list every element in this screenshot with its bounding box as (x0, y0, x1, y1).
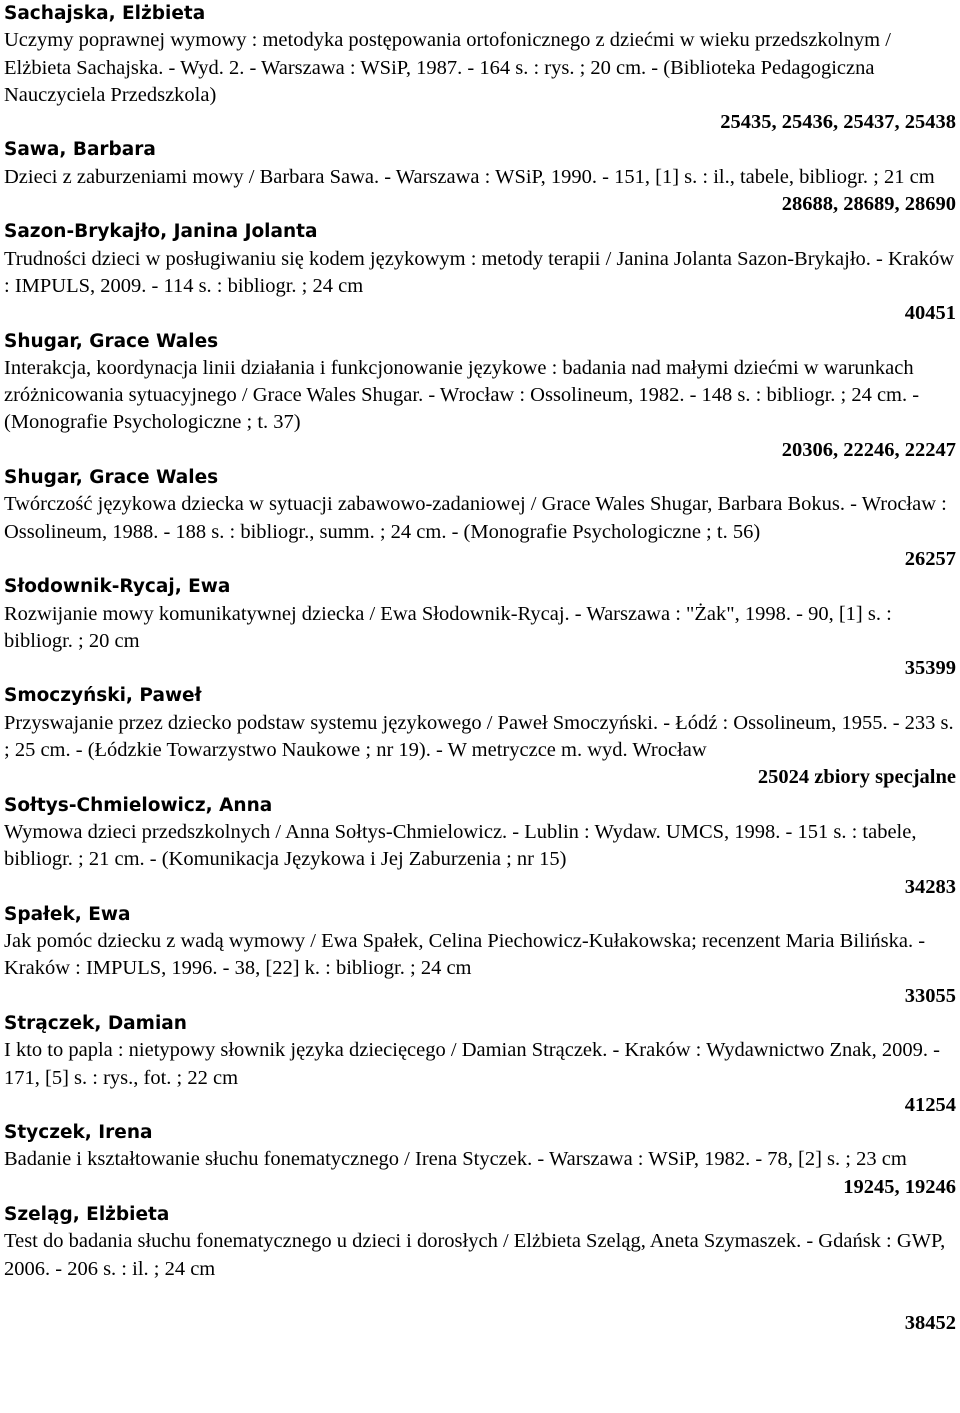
entry-description: Trudności dzieci w posługiwaniu się kodem językowym : metody terapii / Janina Jolanta Sazon-Brykajło. - Kraków : IMPULS, 2009. - 114 s. : bibliogr. ; 24 cm (4, 247, 955, 297)
entry-description: I kto to papla : nietypowy słownik języka dziecięcego / Damian Strączek. - Kraków : Wydawnictwo Znak, 2009. - 171, [5] s. : rys., fot. ; 22 cm (4, 1039, 940, 1089)
catalog-entry (4, 136, 956, 218)
entry-author: Sawa, Barbara (4, 139, 156, 161)
entry-author: Słodownik-Rycaj, Ewa (4, 576, 231, 598)
entry-author: Sazon-Brykajło, Janina Jolanta (4, 221, 318, 243)
catalog-entry (4, 0, 956, 136)
entry-description: Przyswajanie przez dziecko podstaw systemu językowego / Paweł Smoczyński. - Łódź : Ossolineum, 1955. - 233 s. ; 25 cm. - (Łódzkie Towarzystwo Naukowe ; nr 19). - W metryczce m. wyd. Wrocław (4, 711, 954, 762)
entry-description: Test do badania słuchu fonematycznego u dzieci i dorosłych / Elżbieta Szeląg, Aneta Szymaszek. - Gdańsk : GWP, 2006. - 206 s. : il. ; 24 cm (4, 1230, 946, 1280)
entry-author: Sachajska, Elżbieta (4, 3, 206, 24)
entry-author: Szeląg, Elżbieta (4, 1204, 170, 1226)
entry-author: Shugar, Grace Wales (4, 330, 219, 352)
catalog-entry (4, 1010, 956, 1119)
entry-signatures: 35399 (904, 657, 956, 680)
catalog-entry (4, 901, 956, 1010)
entry-signatures: 19245, 19246 (843, 1175, 956, 1198)
catalog-entry (4, 1119, 956, 1201)
catalog-entry (4, 328, 956, 464)
entry-signatures: 25435, 25436, 25437, 25438 (720, 111, 956, 134)
catalog-entry (4, 1201, 956, 1337)
catalog-entry (4, 464, 956, 573)
entry-signatures (4, 1283, 956, 1338)
catalog-entry (4, 792, 956, 901)
entry-author: Styczek, Irena (4, 1122, 153, 1144)
entry-description: Dzieci z zaburzeniami mowy / Barbara Sawa. - Warszawa : WSiP, 1990. - 151, [1] s. : il., tabele, bibliogr. ; 21 cm (4, 165, 935, 188)
entry-description: Twórczość językowa dziecka w sytuacji zabawowo-zadaniowej / Grace Wales Shugar, Barbara Bokus. - Wrocław : Ossolineum, 1988. - 188 s. : bibliogr., summ. ; 24 cm. - (Monografie Psychologiczne ; t. 56) (4, 493, 947, 543)
catalog-entry (4, 218, 956, 327)
catalog-entry (4, 573, 956, 682)
entry-signatures: 28688, 28689, 28690 (781, 193, 956, 216)
entry-signatures-text: 38452 (904, 1312, 956, 1335)
entry-signatures: 41254 (904, 1093, 956, 1116)
entry-author: Shugar, Grace Wales (4, 467, 219, 489)
entry-signatures: 25024 zbiory specjalne (757, 766, 956, 789)
entry-description: Jak pomóc dziecku z wadą wymowy / Ewa Spałek, Celina Piechowicz-Kułakowska; recenzent Maria Bilińska. - Kraków : IMPULS, 1996. - 38, [22] k. : bibliogr. ; 24 cm (4, 930, 926, 980)
entry-signatures: 26257 (904, 547, 956, 570)
entry-description: Uczymy poprawnej wymowy : metodyka postępowania ortofonicznego z dziećmi w wieku przedszkolnym / Elżbieta Sachajska. - Wyd. 2. - Warszawa : WSiP, 1987. - 164 s. : rys. ; 20 cm. - (Biblioteka Pedagogiczna Nauczyciela Przedszkola) (4, 29, 891, 106)
catalog-entry (4, 682, 956, 791)
entry-author: Strączek, Damian (4, 1012, 187, 1034)
entry-description: Interakcja, koordynacja linii działania i funkcjonowanie językowe : badania nad małymi dziećmi w warunkach zróżnicowania sytuacyjnego / Grace Wales Shugar. - Wrocław : Ossolineum, 1982. - 148 s. : bibliogr. ; 24 cm. - (Monografie Psychologiczne ; t. 37) (4, 356, 920, 434)
entry-signatures: 33055 (904, 984, 956, 1007)
entry-description: Badanie i kształtowanie słuchu fonematycznego / Irena Styczek. - Warszawa : WSiP, 1982. - 78, [2] s. ; 23 cm (4, 1148, 907, 1171)
entry-signatures: 40451 (904, 302, 956, 325)
entry-signatures: 20306, 22246, 22247 (781, 438, 956, 461)
entry-author: Smoczyński, Paweł (4, 685, 202, 707)
entry-description: Rozwijanie mowy komunikatywnej dziecka / Ewa Słodownik-Rycaj. - Warszawa : "Żak", 1998. - 90, [1] s. : bibliogr. ; 20 cm (4, 602, 892, 652)
entry-description: Wymowa dzieci przedszkolnych / Anna Sołtys-Chmielowicz. - Lublin : Wydaw. UMCS, 1998. - 151 s. : tabele, bibliogr. ; 21 cm. - (Komunikacja Językowa i Jej Zaburzenia ; nr 15) (4, 820, 917, 871)
entry-author: Spałek, Ewa (4, 903, 131, 925)
entry-signatures: 34283 (904, 875, 956, 898)
entry-author: Sołtys-Chmielowicz, Anna (4, 794, 273, 816)
